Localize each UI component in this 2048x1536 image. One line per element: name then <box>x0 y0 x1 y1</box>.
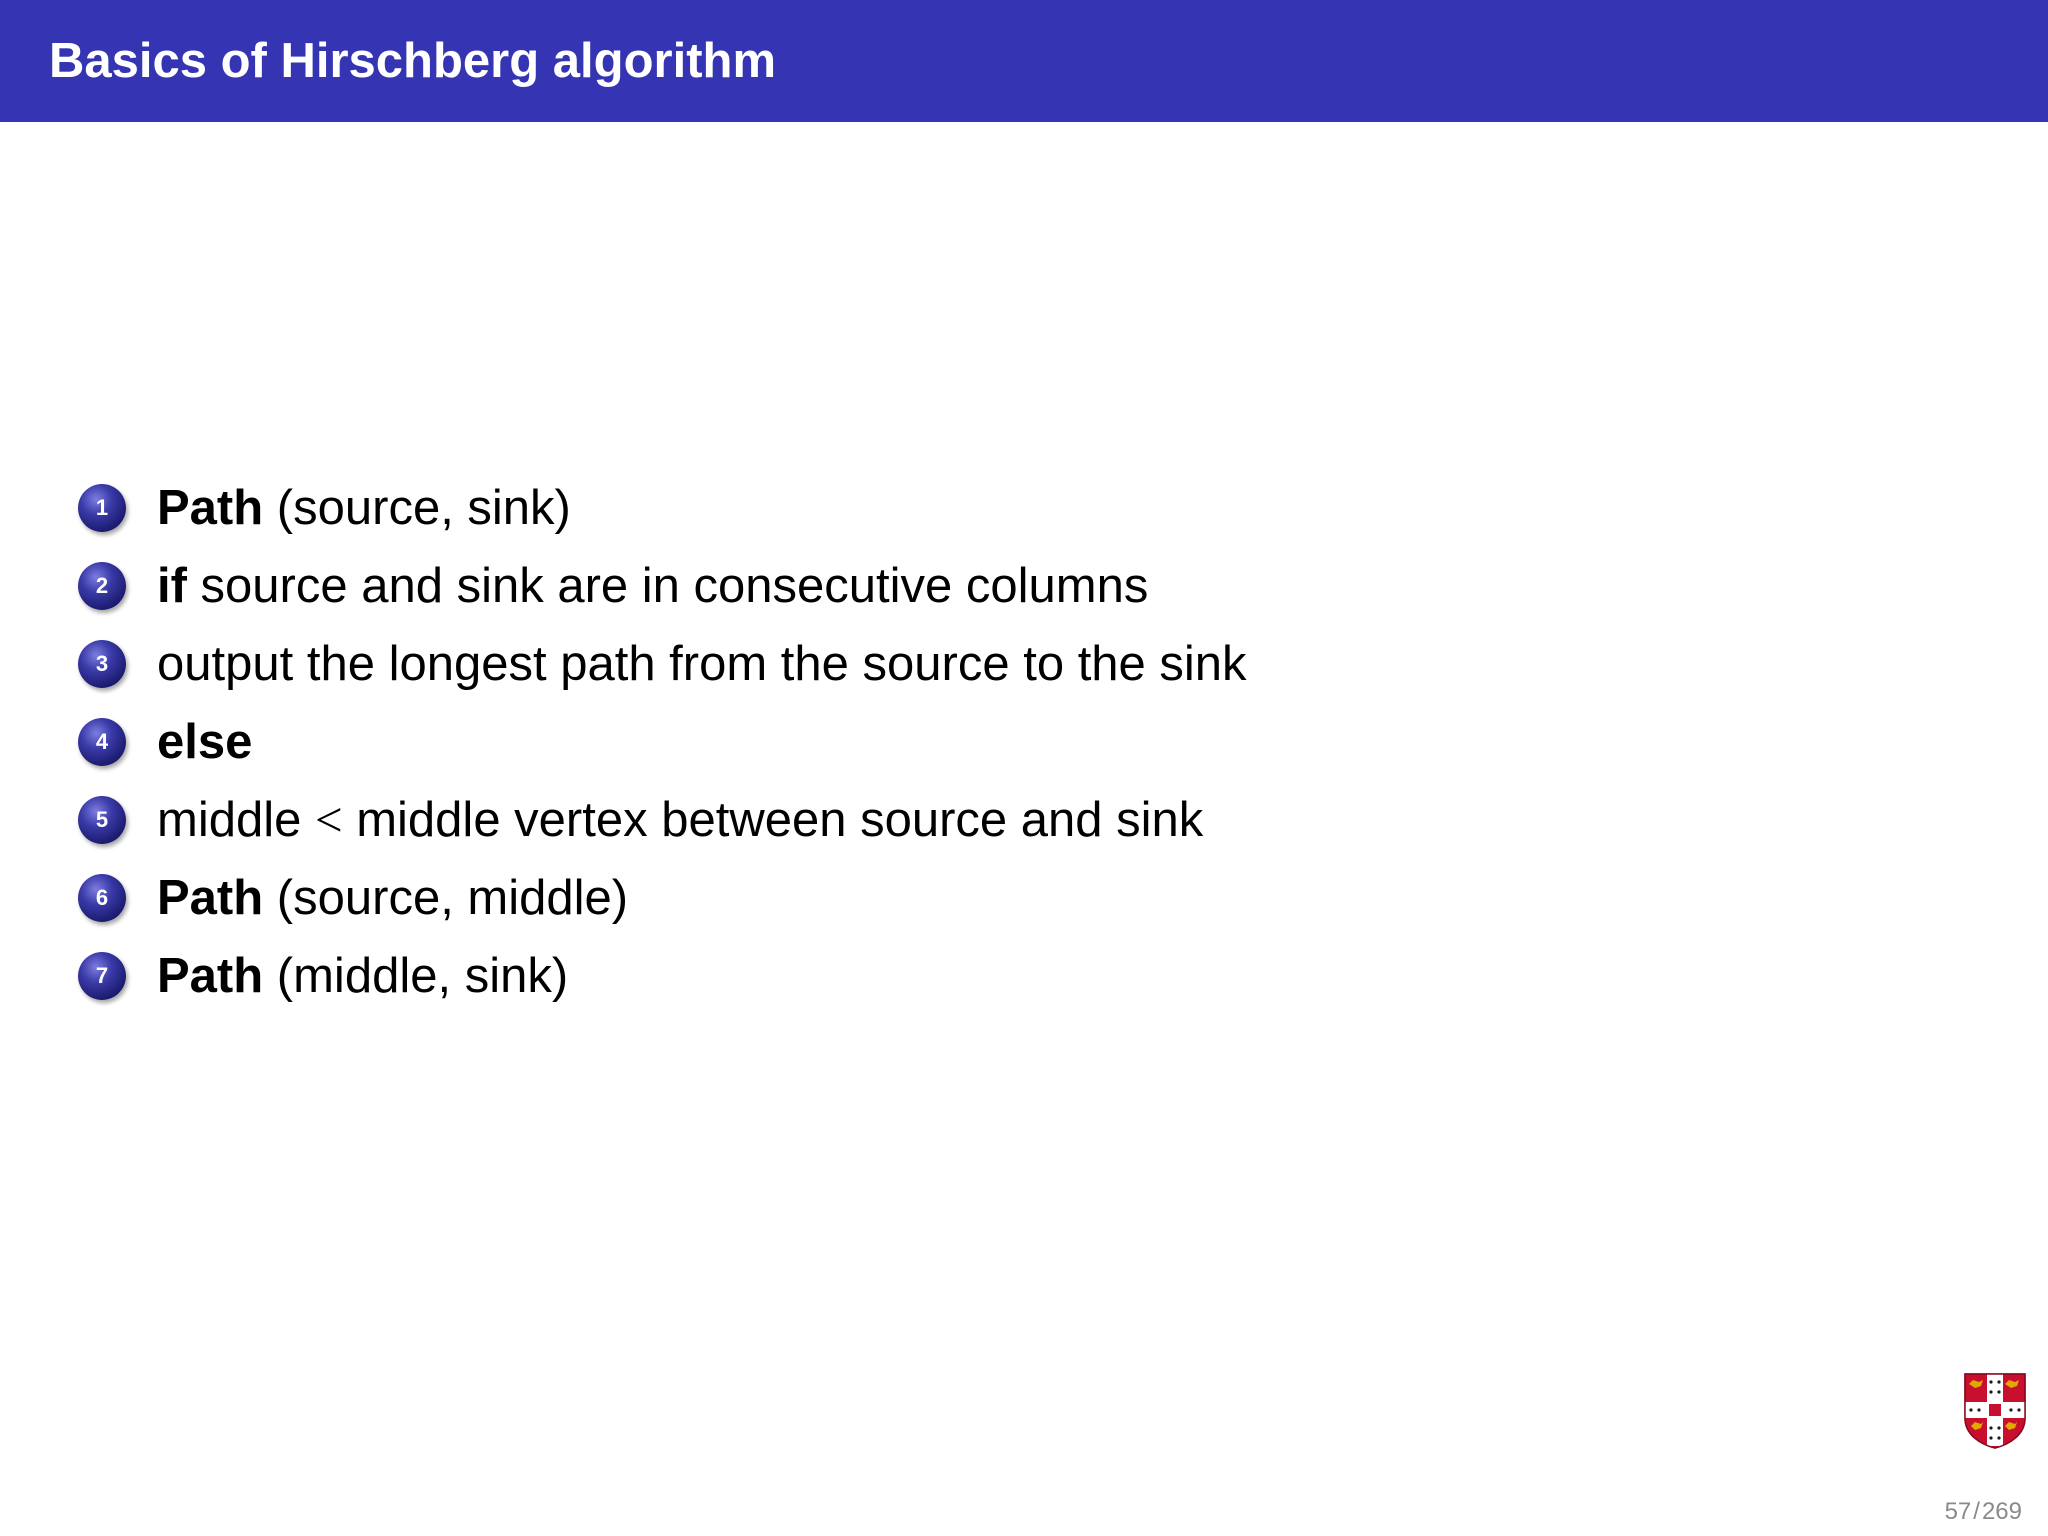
step-body: (middle, sink) <box>263 949 569 1003</box>
step-number-badge: 7 <box>78 952 126 1000</box>
page-total: 269 <box>1981 1498 2022 1525</box>
step-4 <box>78 712 252 772</box>
step-body: (source, middle) <box>263 871 629 925</box>
step-2 <box>78 556 1148 616</box>
keyword: Path <box>157 871 264 925</box>
step-3 <box>78 634 1247 694</box>
step-body: source and sink are in consecutive columns <box>186 559 1149 613</box>
university-crest-icon <box>1963 1372 2027 1450</box>
step-text <box>157 868 628 928</box>
page-separator: / <box>1973 1498 1980 1525</box>
keyword: if <box>157 559 187 613</box>
step-text <box>157 712 252 772</box>
page-current: 57 <box>1944 1498 1972 1525</box>
step-text <box>157 634 1247 694</box>
step-text <box>157 556 1148 616</box>
step-prefix: middle <box>157 793 315 847</box>
keyword: else <box>157 715 253 769</box>
keyword: Path <box>157 949 264 1003</box>
step-number-badge: 1 <box>78 484 126 532</box>
step-7 <box>78 946 568 1006</box>
step-number-badge: 2 <box>78 562 126 610</box>
title-bar <box>0 0 2048 122</box>
slide-title: Basics of Hirschberg algorithm <box>49 34 777 88</box>
step-number-badge: 4 <box>78 718 126 766</box>
step-1 <box>78 478 571 538</box>
less-than-symbol: < <box>314 792 343 847</box>
step-number-badge: 5 <box>78 796 126 844</box>
step-text <box>157 946 568 1006</box>
keyword: Path <box>157 481 264 535</box>
step-5 <box>78 790 1203 850</box>
step-number-badge: 3 <box>78 640 126 688</box>
step-body: output the longest path from the source to the sink <box>157 637 1247 691</box>
step-body: (source, sink) <box>263 481 571 535</box>
step-body: middle vertex between source and sink <box>342 793 1204 847</box>
step-text <box>157 478 571 538</box>
step-6 <box>78 868 628 928</box>
page-number <box>1945 1497 2022 1527</box>
step-number-badge: 6 <box>78 874 126 922</box>
step-text <box>157 790 1203 850</box>
